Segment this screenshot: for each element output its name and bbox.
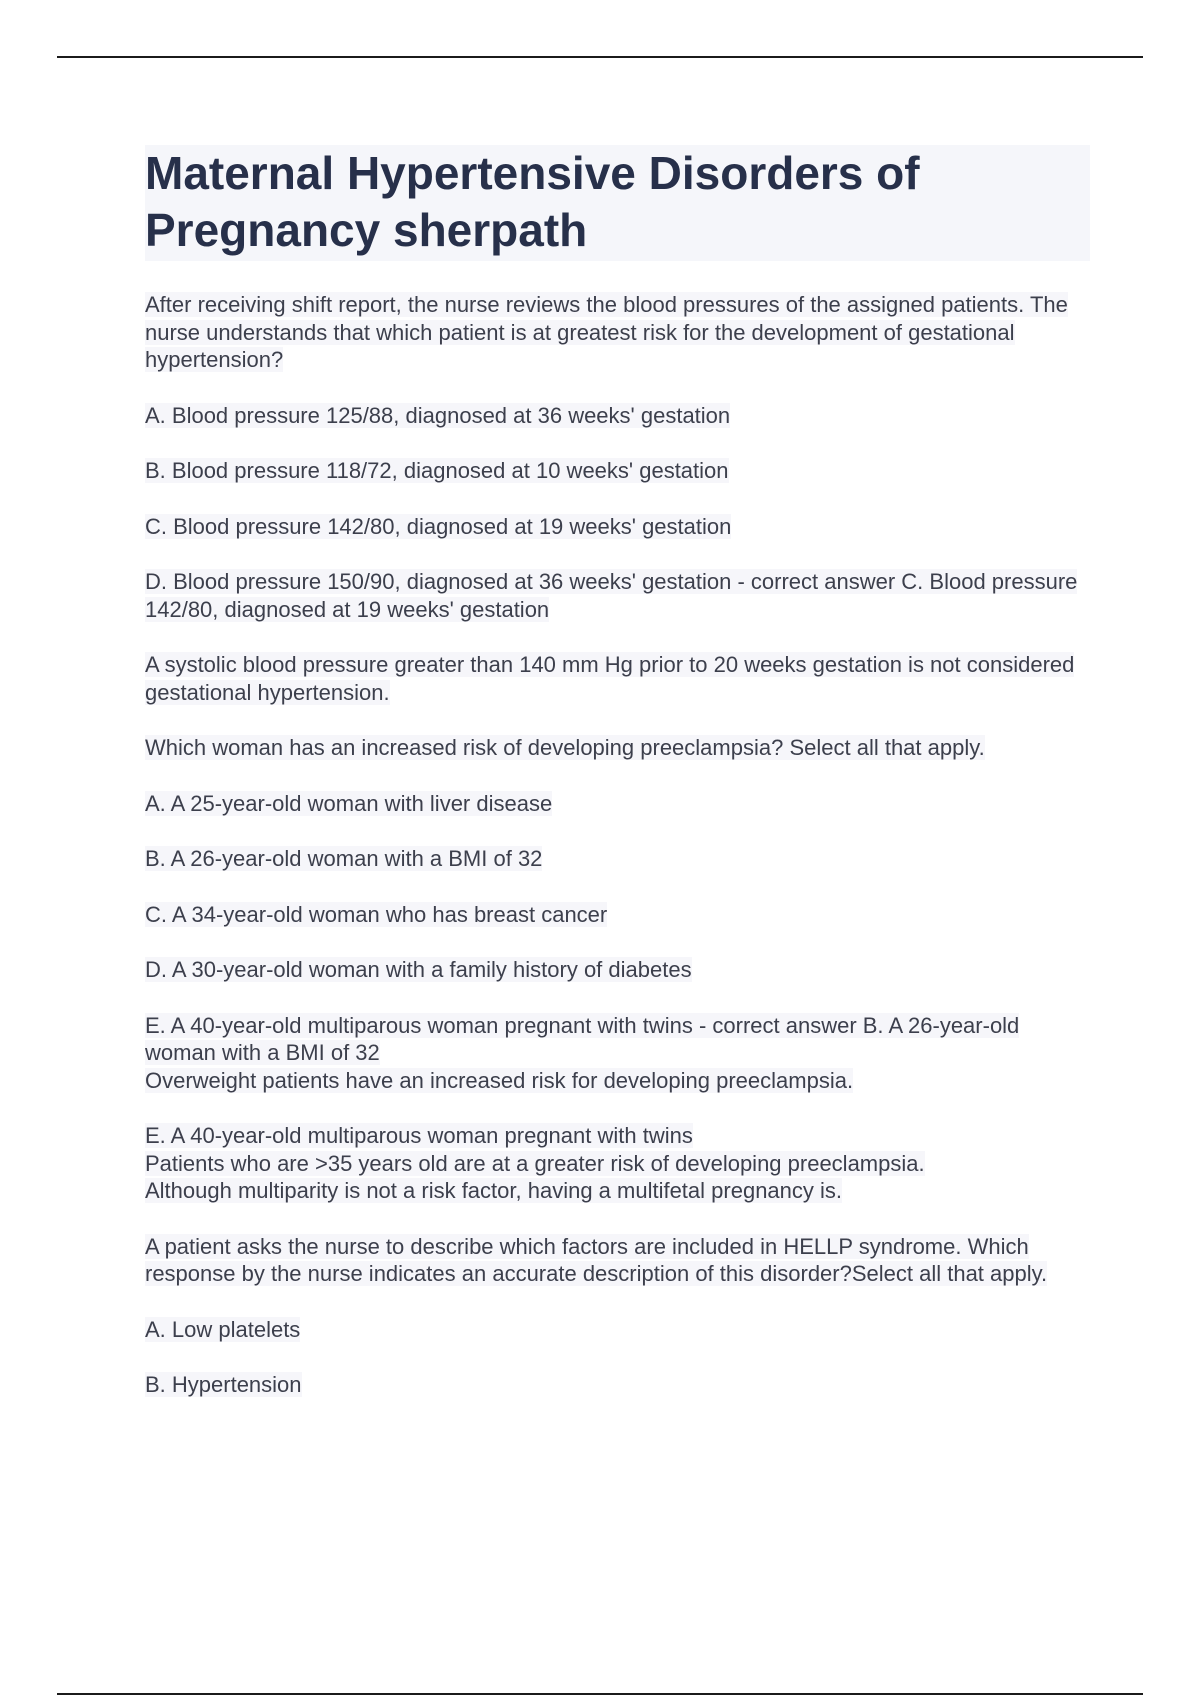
question-3-option-b: B. Hypertension <box>145 1372 302 1397</box>
header-rule <box>57 56 1143 58</box>
rationale-line: Patients who are >35 years old are at a greater risk of developing preeclampsia. <box>145 1150 925 1176</box>
question-1-rationale: A systolic blood pressure greater than 140 mm Hg prior to 20 weeks gestation is not considered gestational hypertension. <box>145 652 1075 705</box>
question-1-option-d-answer: D. Blood pressure 150/90, diagnosed at 36 weeks' gestation - correct answer C. Blood pressure 142/80, diagnosed at 19 weeks' gestation <box>145 569 1078 622</box>
question-2-answer-2 <box>145 1122 1090 1205</box>
question-1-option-c: C. Blood pressure 142/80, diagnosed at 19 weeks' gestation <box>145 513 732 539</box>
footer-rule <box>57 1693 1143 1695</box>
question-2-stem: Which woman has an increased risk of developing preeclampsia? Select all that apply. <box>145 735 985 760</box>
document-body <box>145 145 1090 1399</box>
rationale-line: Although multiparity is not a risk factor, having a multifetal pregnancy is. <box>145 1178 843 1203</box>
question-2-option-d: D. A 30-year-old woman with a family history of diabetes <box>145 957 692 982</box>
question-2-option-a: A. A 25-year-old woman with liver disease <box>145 790 553 816</box>
question-3-stem: A patient asks the nurse to describe which factors are included in HELLP syndrome. Which response by the nurse indicates an accurate description of this disorder?Select all that apply. <box>145 1233 1048 1286</box>
rationale-line: Overweight patients have an increased risk for developing preeclampsia. <box>145 1067 854 1093</box>
question-1-option-a: A. Blood pressure 125/88, diagnosed at 36 weeks' gestation <box>145 402 731 428</box>
question-1-stem: After receiving shift report, the nurse reviews the blood pressures of the assigned patients. The nurse understands that which patient is at greatest risk for the development of gestational hypertension? <box>145 292 1068 372</box>
question-1-option-b: B. Blood pressure 118/72, diagnosed at 10 weeks' gestation <box>145 458 729 483</box>
answer-line: E. A 40-year-old multiparous woman pregnant with twins - correct answer B. A 26-year-old woman with a BMI of 32 <box>145 1012 1020 1065</box>
question-3-option-a: A. Low platelets <box>145 1316 301 1342</box>
document-title: Maternal Hypertensive Disorders of Pregnancy sherpath <box>145 145 1090 261</box>
answer-line: E. A 40-year-old multiparous woman pregnant with twins <box>145 1123 693 1148</box>
question-2-option-c: C. A 34-year-old woman who has breast cancer <box>145 901 608 927</box>
question-2-option-e-answer <box>145 1012 1090 1095</box>
question-2-option-b: B. A 26-year-old woman with a BMI of 32 <box>145 846 543 871</box>
